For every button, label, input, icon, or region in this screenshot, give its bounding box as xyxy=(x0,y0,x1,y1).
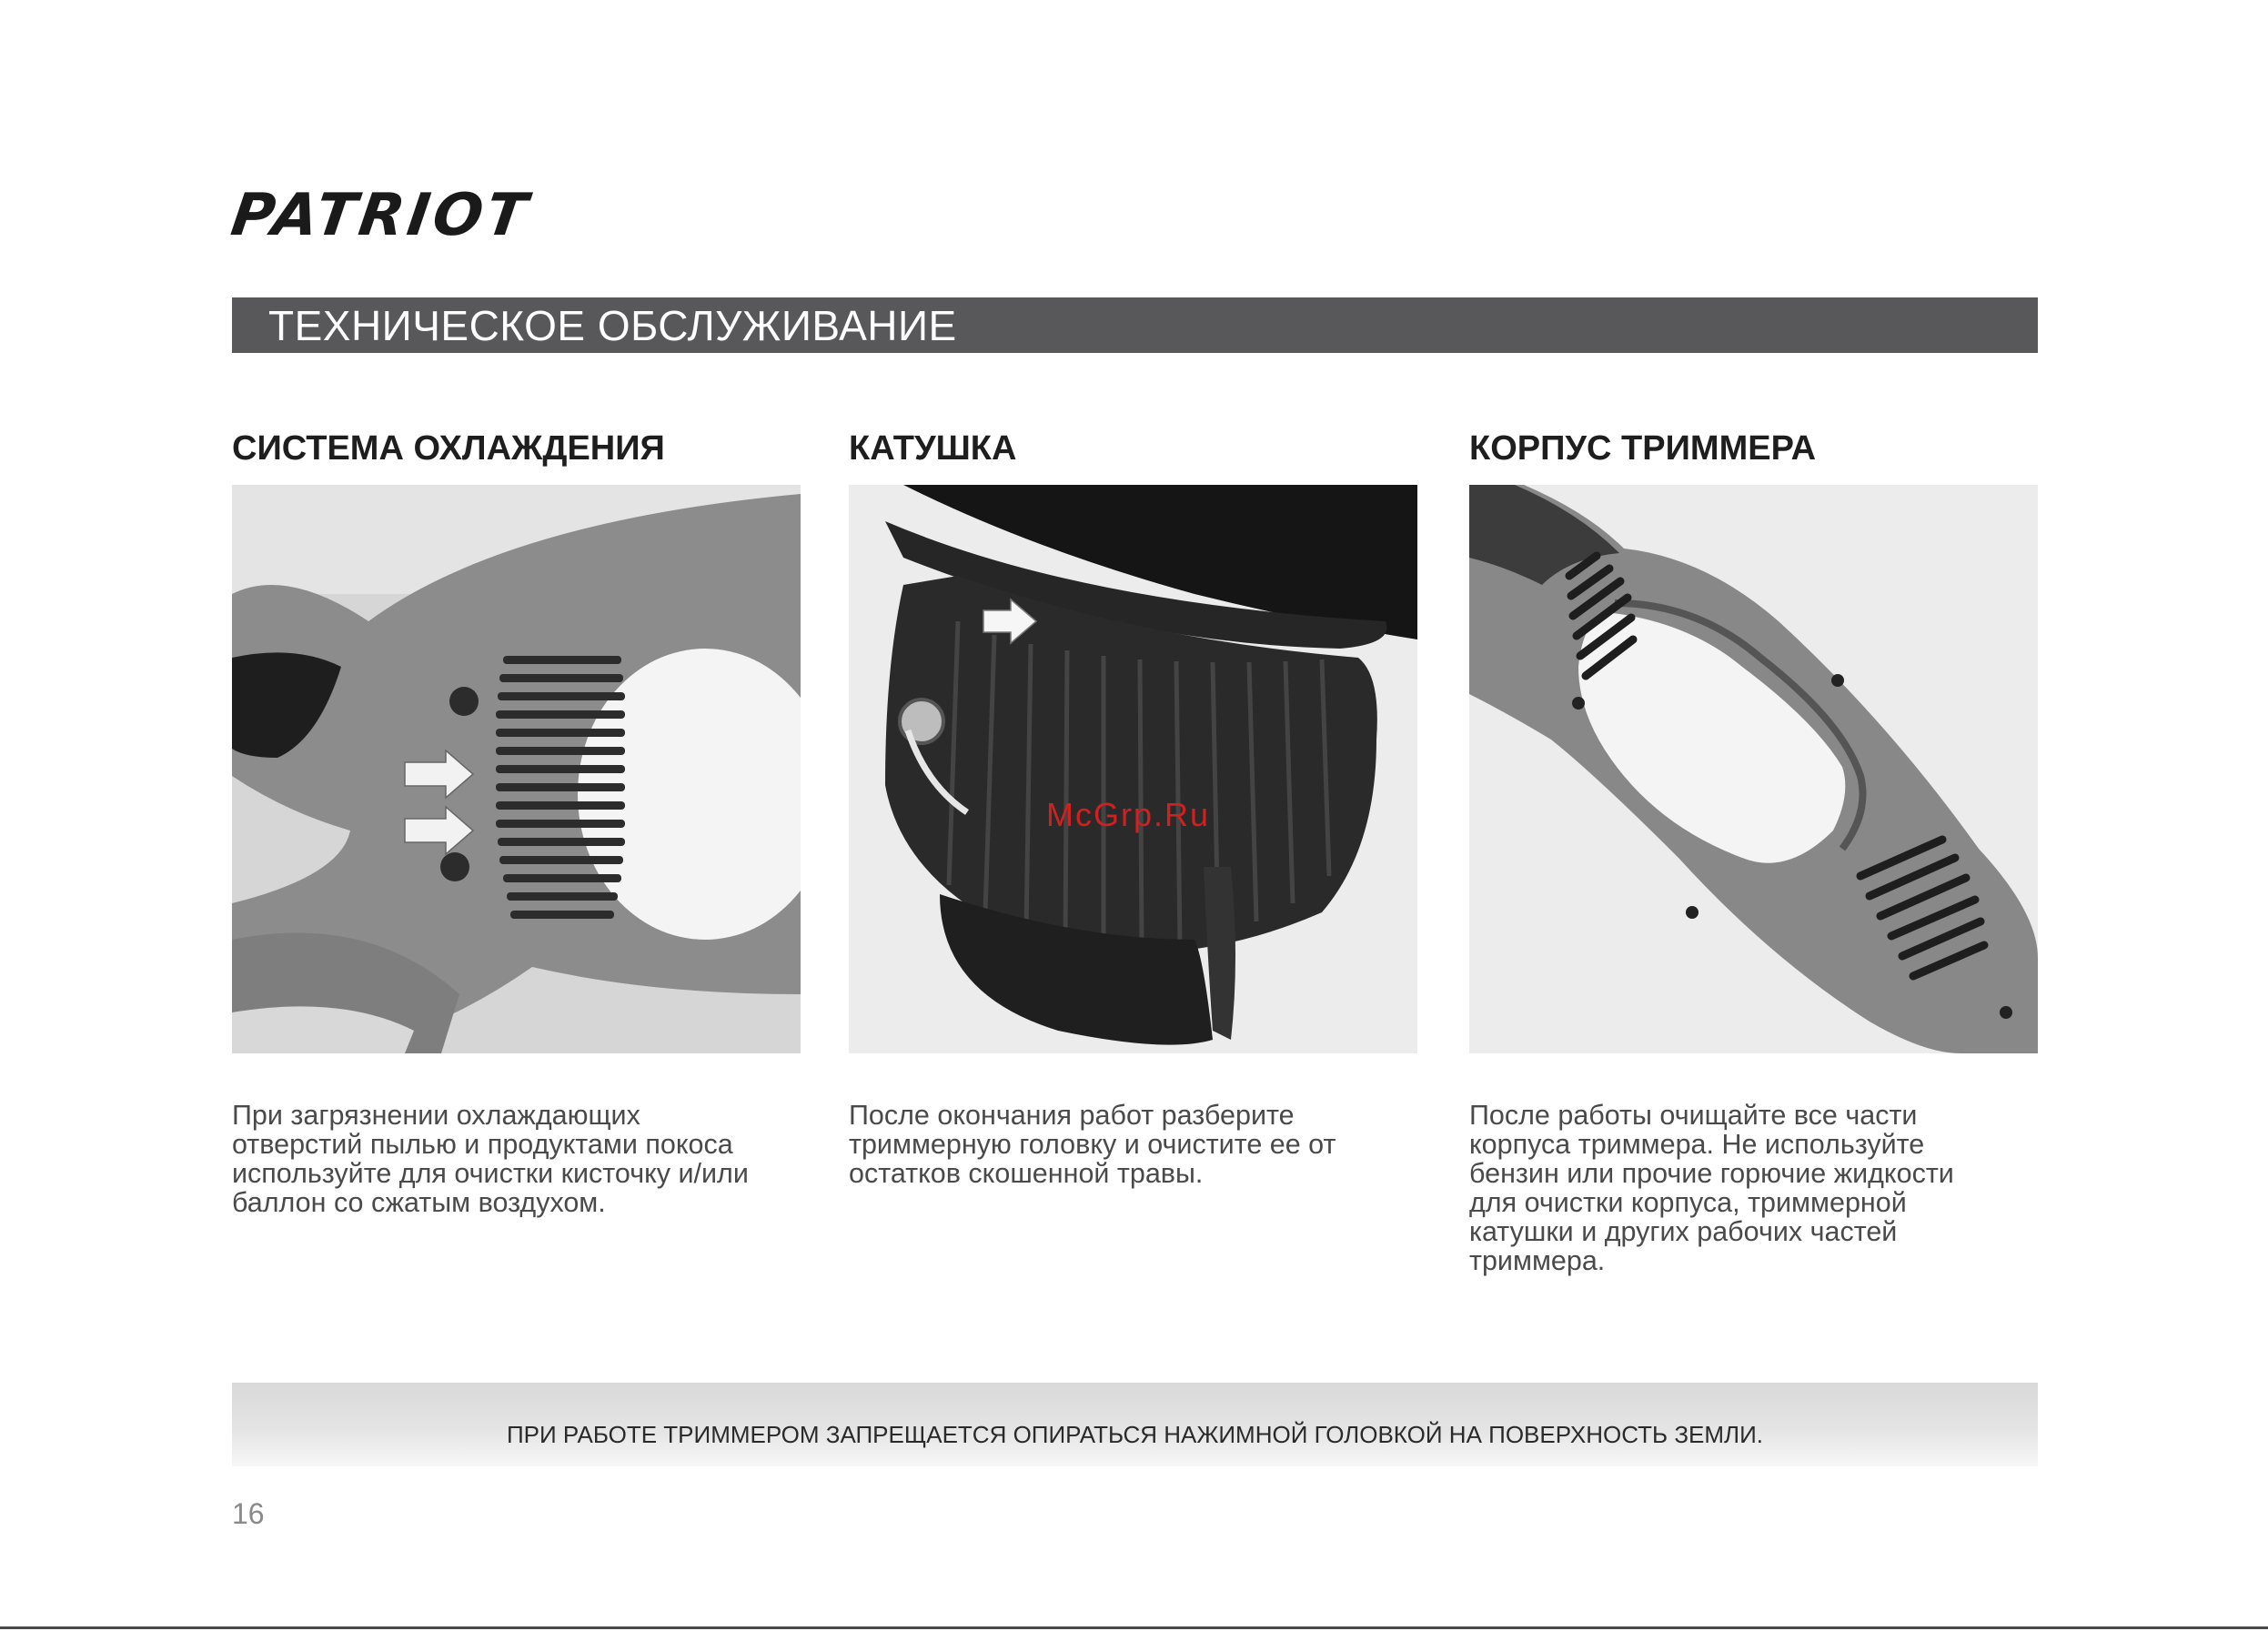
trimmer-spool-photo xyxy=(849,485,1417,1053)
trimmer-body-text: После работы очищайте все части корпуса триммера. Не используйте бензин или прочие горючие жидкости для очистки корпуса, триммерной катушки и других рабочих частей триммера. xyxy=(1469,1100,1954,1276)
spool-text: После окончания работ разберите триммерную головку и очистите ее от остатков скошенной травы. xyxy=(849,1100,1336,1189)
patriot-logo: PATRIOT xyxy=(227,182,535,249)
warning-text: ПРИ РАБОТЕ ТРИММЕРОМ ЗАПРЕЩАЕТСЯ ОПИРАТЬСЯ НАЖИМНОЙ ГОЛОВКОЙ НА ПОВЕРХНОСТЬ ЗЕМЛИ. xyxy=(506,1420,1764,1448)
heading-cooling-system: СИСТЕМА ОХЛАЖДЕНИЯ xyxy=(232,429,665,468)
bottom-rule xyxy=(0,1626,2268,1629)
section-title: ТЕХНИЧЕСКОЕ ОБСЛУЖИВАНИЕ xyxy=(268,302,957,349)
warning-bar xyxy=(232,1383,2038,1466)
trimmer-vent-photo xyxy=(232,485,801,1053)
heading-spool: КАТУШКА xyxy=(849,429,1017,468)
section-header-bar xyxy=(232,297,2038,353)
watermark: McGrp.Ru xyxy=(1046,796,1211,833)
heading-trimmer-body: КОРПУС ТРИММЕРА xyxy=(1469,429,1817,468)
trimmer-body-photo xyxy=(1469,485,2038,1053)
page-number: 16 xyxy=(232,1497,265,1530)
cooling-system-text: При загрязнении охлаждающих отверстий пылью и продуктами покоса используйте для очистки кисточку и/или баллон со сжатым воздухом. xyxy=(232,1100,749,1218)
